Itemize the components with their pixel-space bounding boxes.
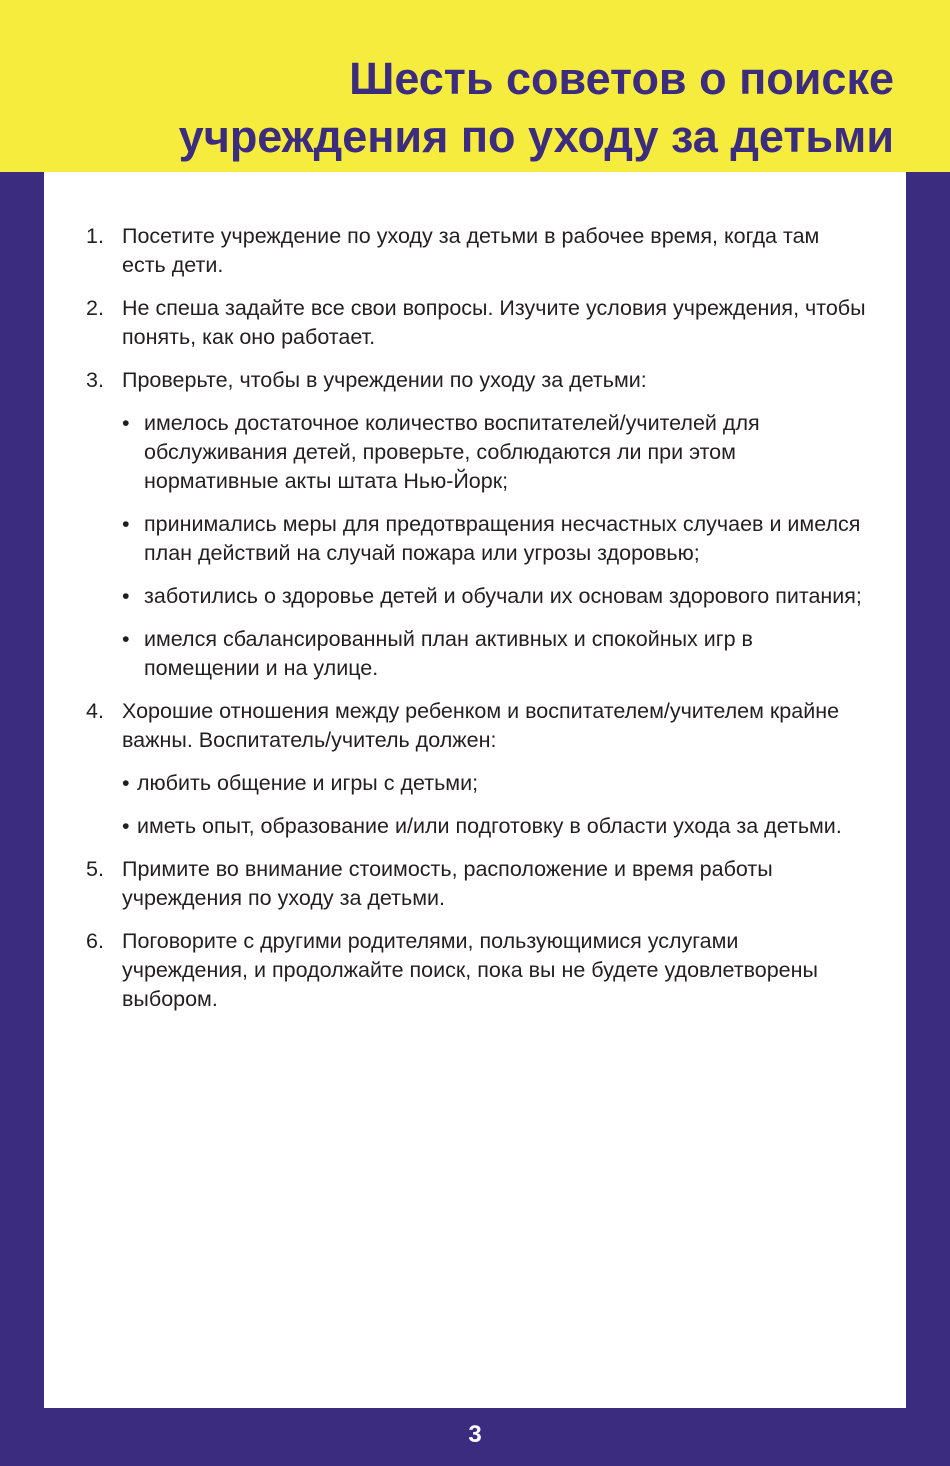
list-item-2 — [44, 294, 906, 352]
item-number: 3. — [86, 368, 104, 392]
page-number: 3 — [468, 1421, 482, 1448]
bullet: • — [122, 411, 130, 435]
sub-item — [122, 510, 866, 568]
item-number: 6. — [86, 929, 104, 953]
sub-item-text: имелся сбалансированный план активных и спокойных игр в помещении и на улице. — [144, 627, 753, 680]
list-item-6 — [44, 927, 906, 1014]
item-number: 1. — [86, 224, 104, 248]
list-item-4 — [44, 697, 906, 841]
item-text: Не спеша задайте все свои вопросы. Изучите условия учреждения, чтобы понять, как оно работает. — [122, 296, 866, 349]
list-item-1 — [44, 222, 906, 280]
item-text: Проверьте, чтобы в учреждении по уходу за детьми: — [122, 368, 647, 392]
title-line-2: учреждения по уходу за детьми — [178, 111, 894, 162]
sub-item-text: принимались меры для предотвращения несчастных случаев и имелся план действий на случай пожара или угрозы здоровью; — [144, 512, 861, 565]
sub-item-text: имелось достаточное количество воспитателей/учителей для обслуживания детей, проверьте, соблюдаются ли при этом нормативные акты штата Нью-Йорк; — [144, 411, 760, 493]
list-item-5 — [44, 855, 906, 913]
sub-item — [122, 769, 866, 798]
sub-item — [122, 812, 866, 841]
list-item-3 — [44, 366, 906, 683]
bullet: • — [122, 771, 130, 795]
sub-item-text: заботились о здоровье детей и обучали их основам здорового питания; — [144, 584, 862, 608]
bullet: • — [122, 627, 130, 651]
sub-item — [122, 409, 866, 496]
item-text: Поговорите с другими родителями, пользующимися услугами учреждения, и продолжайте поиск, пока вы не будете удовлетворены выбором. — [122, 929, 818, 1011]
bullet: • — [122, 512, 130, 536]
page-title — [179, 50, 894, 166]
item-text: Хорошие отношения между ребенком и воспитателем/учителем крайне важны. Воспитатель/учитель должен: — [122, 699, 840, 752]
sub-item — [122, 625, 866, 683]
sub-item-text: иметь опыт, образование и/или подготовку в области ухода за детьми. — [137, 814, 842, 838]
bullet: • — [122, 584, 130, 608]
sub-item-text: любить общение и игры с детьми; — [137, 771, 479, 795]
item-number: 2. — [86, 296, 104, 320]
sub-item — [122, 582, 866, 611]
tips-list — [44, 222, 906, 1028]
item-text: Примите во внимание стоимость, расположение и время работы учреждения по уходу за детьми. — [122, 857, 773, 910]
title-line-1: Шесть советов о поиске — [349, 53, 894, 104]
item-number: 4. — [86, 699, 104, 723]
item-text: Посетите учреждение по уходу за детьми в рабочее время, когда там есть дети. — [122, 224, 820, 277]
bullet: • — [122, 814, 130, 838]
page-footer — [0, 1408, 950, 1466]
item-number: 5. — [86, 857, 104, 881]
content-panel — [44, 172, 906, 1408]
header-band — [0, 0, 950, 172]
